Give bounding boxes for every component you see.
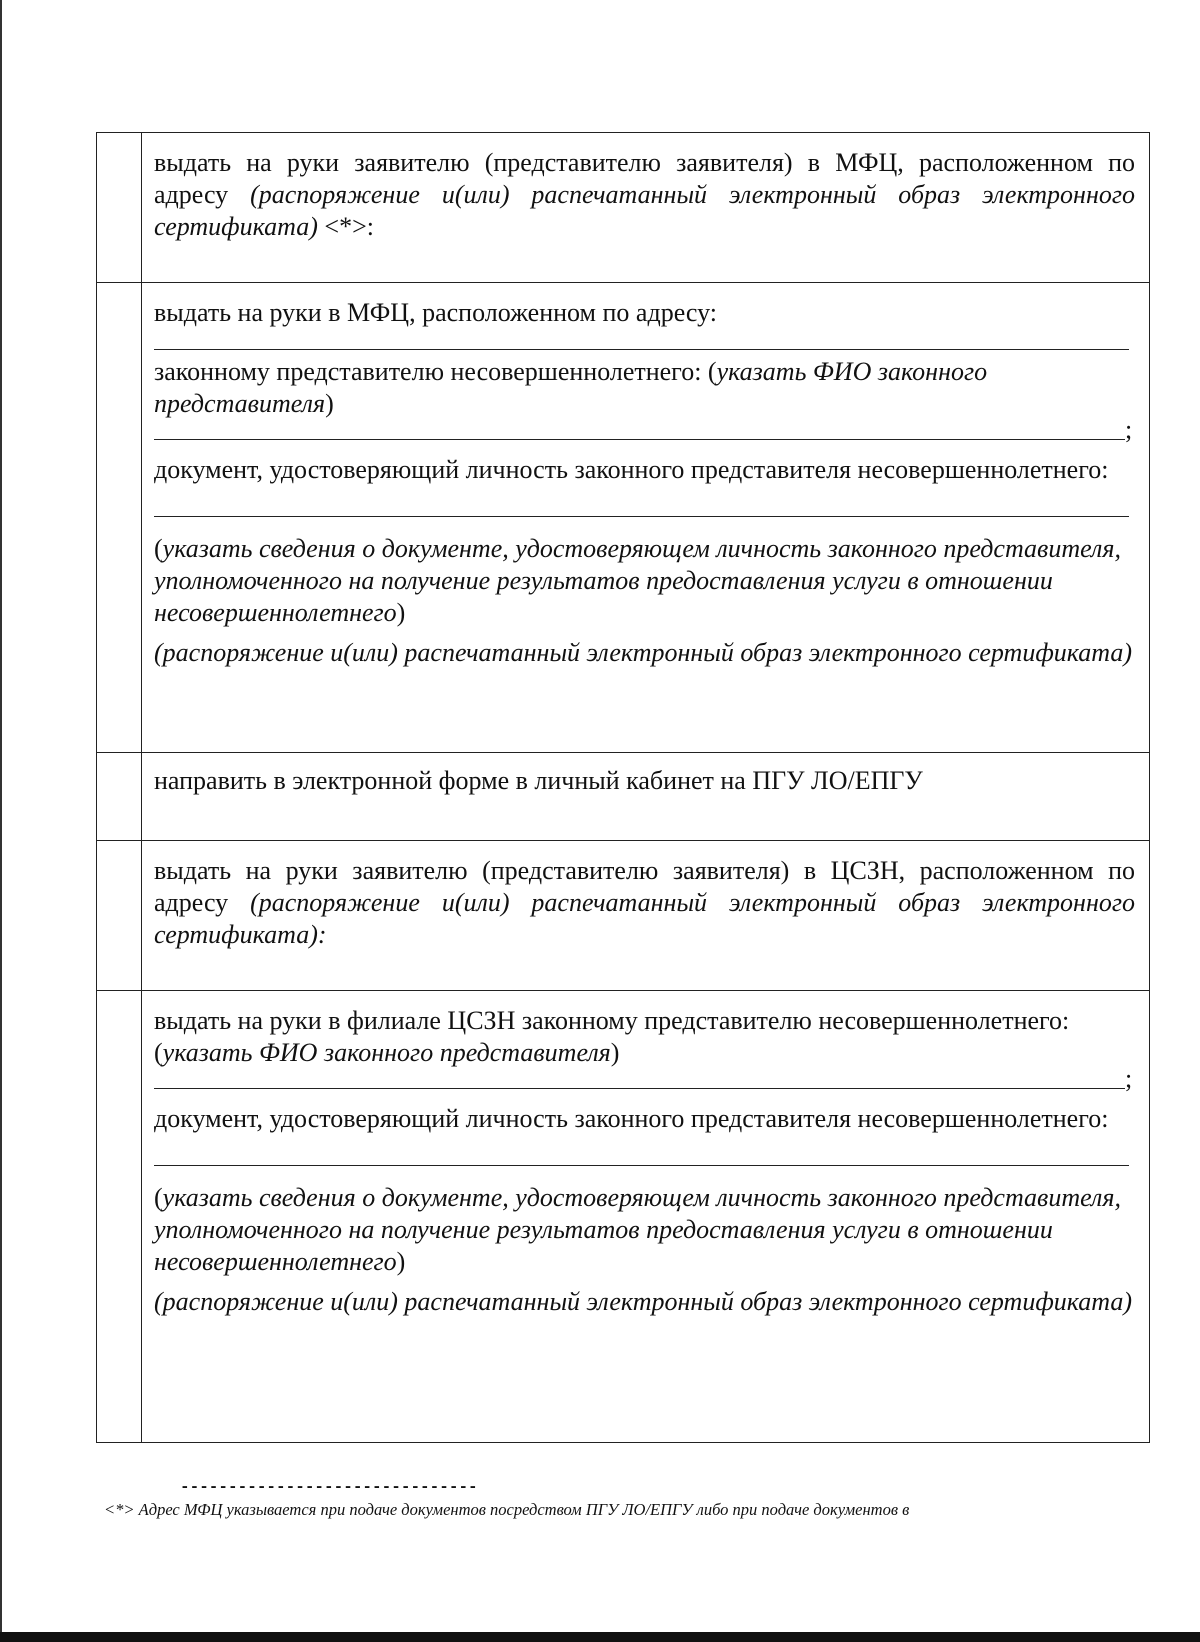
page-left-edge [0,0,2,1642]
option-label: направить в электронной форме в личный кабинет на ПГУ ЛО/ЕПГУ [154,766,923,795]
option-checkbox-mfc-applicant[interactable] [97,133,142,283]
option-content [142,753,1150,841]
option-text [142,133,1149,243]
option-italic-note: (распоряжение и(или) распечатанный электронный образ электронного сертификата) [154,638,1133,667]
option-checkbox-cszn-branch[interactable] [97,991,142,1443]
doc-blank-line[interactable] [154,486,1129,517]
doc-label: документ, удостоверяющий личность законного представителя несовершеннолетнего: [154,1104,1109,1133]
option-row-mfc-representative [97,283,1150,753]
option-content [142,133,1150,283]
doc-hint: (указать сведения о документе, удостоверяющем личность законного представителя, уполномоченного на получение результатов предоставления услуги в отношении несовершеннолетнего) [154,1183,1121,1276]
option-row-cszn-applicant [97,841,1150,991]
delivery-options-table [96,132,1150,1443]
rep-hint: указать ФИО законного представителя [162,1038,611,1067]
option-label: выдать на руки в МФЦ, расположенном по адресу: [154,298,717,327]
option-text [142,841,1149,951]
footnote-text: <*> Адрес МФЦ указывается при подаче документов посредством ПГУ ЛО/ЕПГУ либо при подаче документов в [104,1500,910,1519]
option-italic-note: (распоряжение и(или) распечатанный электронный образ электронного сертификата): [154,888,1135,949]
rep-name-blank-line[interactable]: ; [154,420,1135,440]
doc-label: документ, удостоверяющий личность законного представителя несовершеннолетнего: [154,455,1109,484]
option-row-electronic [97,753,1150,841]
option-row-mfc-applicant [97,133,1150,283]
option-content [142,283,1150,753]
option-checkbox-cszn-applicant[interactable] [97,841,142,991]
rep-hint: указать ФИО законного представителя [154,357,988,418]
option-italic-note: (распоряжение и(или) распечатанный электронный образ электронного сертификата) [154,1287,1133,1316]
footnote-separator: ------------------------------- [180,1478,478,1496]
option-content [142,991,1150,1443]
option-label: выдать на руки заявителю (представителю заявителя) в МФЦ, расположенном по адресу [154,148,1135,209]
option-content [142,841,1150,991]
page-bottom-edge [0,1632,1200,1642]
option-label: выдать на руки в филиале ЦСЗН законному представителю несовершеннолетнего: (указать ФИО законного представителя) [154,1006,1070,1067]
footnote-ref: <*>: [317,212,374,241]
option-checkbox-electronic[interactable] [97,753,142,841]
rep-label: законному представителю несовершеннолетнего: (указать ФИО законного представителя) [154,357,988,418]
option-label: выдать на руки заявителю (представителю заявителя) в ЦСЗН, расположенном по адресу [154,856,1135,917]
doc-hint: (указать сведения о документе, удостоверяющем личность законного представителя, уполномоченного на получение результатов предоставления услуги в отношении несовершеннолетнего) [154,534,1121,627]
option-italic-note: (распоряжение и(или) распечатанный электронный образ электронного сертификата) [154,180,1135,241]
option-row-cszn-branch-representative [97,991,1150,1443]
doc-blank-line[interactable] [154,1135,1129,1166]
option-checkbox-mfc-representative[interactable] [97,283,142,753]
rep-name-blank-line[interactable]: ; [154,1069,1135,1089]
address-blank-line[interactable] [154,329,1129,350]
